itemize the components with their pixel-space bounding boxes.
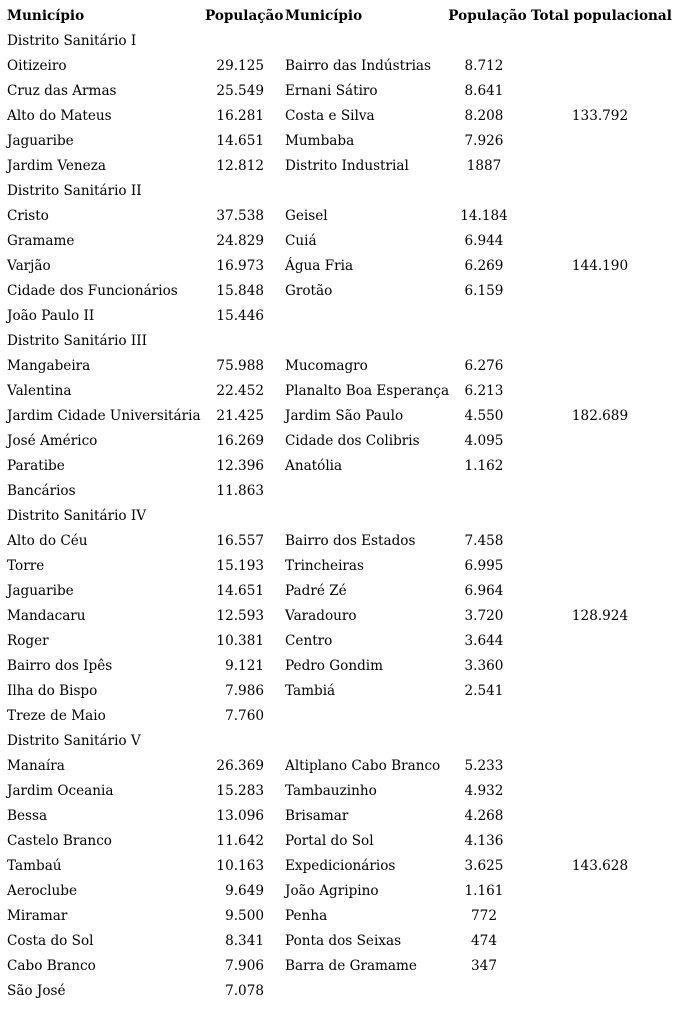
populacao-cell: 11.642	[216, 832, 264, 849]
municipio-cell: Cabo Branco	[7, 957, 96, 974]
table-row	[4, 429, 669, 454]
header-total-populacional: Total populacional	[531, 8, 672, 25]
district-row	[4, 504, 669, 529]
populacao-cell: 10.381	[216, 632, 264, 649]
table-row	[4, 104, 669, 129]
municipio-cell: Roger	[7, 632, 49, 649]
total-populacional-cell	[528, 804, 669, 829]
municipio-cell: Padré Zé	[285, 582, 347, 599]
municipio-cell: Jardim Veneza	[7, 157, 106, 174]
populacao-cell: 13.096	[216, 807, 264, 824]
municipio-cell: Cristo	[7, 207, 49, 224]
populacao-cell: 772	[471, 907, 497, 924]
municipio-cell: Tambaú	[7, 857, 62, 874]
municipio-cell: Cruz das Armas	[7, 82, 117, 99]
table-row	[4, 79, 669, 104]
populacao-cell: 347	[471, 957, 497, 974]
table-row	[4, 454, 669, 479]
populacao-cell: 6.995	[464, 557, 504, 574]
total-populacional-cell	[528, 229, 669, 254]
table-row	[4, 154, 669, 179]
total-populacional-cell	[528, 929, 669, 954]
populacao-cell: 8.712	[464, 57, 504, 74]
populacao-cell: 14.184	[460, 207, 508, 224]
populacao-cell	[444, 304, 528, 329]
table-row	[4, 304, 669, 329]
table-row	[4, 604, 669, 629]
municipio-cell	[282, 479, 444, 504]
total-populacional-cell	[528, 129, 669, 154]
district-row	[4, 329, 669, 354]
populacao-cell: 6.964	[464, 582, 504, 599]
populacao-cell: 4.095	[464, 432, 504, 449]
municipio-cell: Planalto Boa Esperança	[285, 382, 450, 399]
total-populacional-cell	[528, 979, 669, 1004]
total-populacional-cell	[528, 579, 669, 604]
table-row	[4, 54, 669, 79]
populacao-cell: 9.121	[225, 657, 264, 674]
municipio-cell: Bairro dos Estados	[285, 532, 416, 549]
header-row	[4, 5, 669, 29]
populacao-cell: 7.926	[464, 132, 504, 149]
municipio-cell: Brisamar	[285, 807, 349, 824]
table-row	[4, 279, 669, 304]
populacao-cell: 4.550	[464, 407, 504, 424]
populacao-cell: 16.269	[216, 432, 264, 449]
municipio-cell: Paratibe	[7, 457, 65, 474]
populacao-cell: 7.906	[225, 957, 264, 974]
municipio-cell: Bessa	[7, 807, 48, 824]
table-row	[4, 129, 669, 154]
table-row	[4, 354, 669, 379]
total-populacional-cell: 144.190	[571, 257, 629, 274]
populacao-cell: 75.988	[216, 357, 264, 374]
municipio-cell: Gramame	[7, 232, 75, 249]
municipio-cell: Portal do Sol	[285, 832, 374, 849]
municipio-cell: Varadouro	[285, 607, 357, 624]
municipio-cell: Bancários	[7, 482, 76, 499]
populacao-cell: 7.986	[225, 682, 264, 699]
populacao-cell	[444, 979, 528, 1004]
district-row	[4, 179, 669, 204]
table-row	[4, 754, 669, 779]
table-row	[4, 554, 669, 579]
table-row	[4, 929, 669, 954]
populacao-cell: 2.541	[464, 682, 504, 699]
municipio-cell: Costa do Sol	[7, 932, 94, 949]
table-row	[4, 804, 669, 829]
table-row	[4, 579, 669, 604]
populacao-cell: 8.208	[464, 107, 504, 124]
table-row	[4, 829, 669, 854]
district-name: Distrito Sanitário IV	[7, 507, 147, 524]
populacao-cell: 12.396	[216, 457, 264, 474]
municipio-cell: Centro	[285, 632, 333, 649]
municipio-cell: Distrito Industrial	[285, 157, 409, 174]
table-row	[4, 879, 669, 904]
populacao-cell: 474	[471, 932, 497, 949]
populacao-cell: 24.829	[216, 232, 264, 249]
populacao-cell: 16.281	[216, 107, 264, 124]
populacao-cell: 6.276	[464, 357, 504, 374]
municipio-cell: Altiplano Cabo Branco	[285, 757, 441, 774]
header-populacao-1: População	[205, 8, 284, 25]
district-name: Distrito Sanitário II	[7, 182, 142, 199]
populacao-cell: 5.233	[464, 757, 504, 774]
populacao-cell: 37.538	[216, 207, 264, 224]
municipio-cell: Pedro Gondim	[285, 657, 384, 674]
total-populacional-cell	[528, 429, 669, 454]
municipio-cell: Jaguaribe	[7, 582, 74, 599]
table-row	[4, 704, 669, 729]
populacao-cell: 16.973	[216, 257, 264, 274]
table-row	[4, 904, 669, 929]
municipio-cell: Anatólia	[285, 457, 343, 474]
municipio-cell: Jaguaribe	[7, 132, 74, 149]
municipio-cell: Bairro das Indústrias	[285, 57, 431, 74]
municipio-cell: Cuiá	[285, 232, 317, 249]
table-row	[4, 204, 669, 229]
table-row	[4, 679, 669, 704]
total-populacional-cell	[528, 479, 669, 504]
populacao-cell: 3.360	[464, 657, 504, 674]
populacao-cell: 3.625	[464, 857, 504, 874]
total-populacional-cell	[528, 154, 669, 179]
municipio-cell: Treze de Maio	[7, 707, 106, 724]
header-populacao-2: População	[448, 8, 527, 25]
table-row	[4, 979, 669, 1004]
populacao-cell: 15.283	[216, 782, 264, 799]
municipio-cell: Mangabeira	[7, 357, 91, 374]
total-populacional-cell	[528, 829, 669, 854]
municipio-cell: Trincheiras	[285, 557, 365, 574]
populacao-cell: 15.848	[216, 282, 264, 299]
municipio-cell: Oitizeiro	[7, 57, 67, 74]
district-name: Distrito Sanitário V	[7, 732, 141, 749]
municipio-cell: Mandacaru	[7, 607, 86, 624]
total-populacional-cell: 143.628	[571, 857, 629, 874]
municipio-cell: Geisel	[285, 207, 328, 224]
table-row	[4, 479, 669, 504]
table-row	[4, 954, 669, 979]
municipio-cell: José Américo	[7, 432, 98, 449]
municipio-cell: Alto do Mateus	[7, 107, 112, 124]
populacao-cell: 21.425	[216, 407, 264, 424]
total-populacional-cell	[528, 654, 669, 679]
municipio-cell: Tambiá	[285, 682, 336, 699]
municipio-cell: Expedicionários	[285, 857, 396, 874]
total-populacional-cell	[528, 54, 669, 79]
total-populacional-cell	[528, 554, 669, 579]
municipio-cell: Torre	[7, 557, 45, 574]
populacao-cell: 10.163	[216, 857, 264, 874]
total-populacional-cell	[528, 704, 669, 729]
populacao-cell: 9.649	[225, 882, 264, 899]
populacao-cell: 6.944	[464, 232, 504, 249]
header-municipio-2: Município	[285, 8, 363, 25]
municipio-cell: João Agripino	[285, 882, 379, 899]
municipio-cell: Ponta dos Seixas	[285, 932, 402, 949]
district-name: Distrito Sanitário I	[7, 32, 137, 49]
total-populacional-cell: 128.924	[571, 607, 629, 624]
municipio-cell: São José	[7, 982, 66, 999]
municipio-cell: Miramar	[7, 907, 68, 924]
populacao-cell: 29.125	[216, 57, 264, 74]
populacao-cell: 1887	[466, 157, 502, 174]
populacao-cell: 26.369	[216, 757, 264, 774]
populacao-cell: 4.268	[464, 807, 504, 824]
total-populacional-cell	[528, 779, 669, 804]
populacao-cell: 8.341	[225, 932, 264, 949]
municipio-cell: Costa e Silva	[285, 107, 375, 124]
populacao-cell	[444, 704, 528, 729]
total-populacional-cell	[528, 354, 669, 379]
population-table	[4, 5, 672, 1004]
municipio-cell: Jardim Oceania	[7, 782, 114, 799]
total-populacional-cell	[528, 904, 669, 929]
populacao-cell: 1.162	[464, 457, 504, 474]
populacao-cell: 6.269	[464, 257, 504, 274]
populacao-cell: 25.549	[216, 82, 264, 99]
populacao-cell: 15.446	[216, 307, 264, 324]
populacao-cell: 15.193	[216, 557, 264, 574]
municipio-cell: Aeroclube	[7, 882, 78, 899]
table-row	[4, 779, 669, 804]
municipio-cell: Manaíra	[7, 757, 65, 774]
table-row	[4, 529, 669, 554]
district-row	[4, 29, 669, 54]
table-row	[4, 379, 669, 404]
municipio-cell: Cidade dos Funcionários	[7, 282, 178, 299]
populacao-cell: 7.458	[464, 532, 504, 549]
populacao-cell: 9.500	[225, 907, 264, 924]
municipio-cell: Jardim São Paulo	[285, 407, 404, 424]
municipio-cell: Bairro dos Ipês	[7, 657, 113, 674]
total-populacional-cell: 182.689	[571, 407, 629, 424]
municipio-cell: Barra de Gramame	[285, 957, 417, 974]
total-populacional-cell	[528, 754, 669, 779]
municipio-cell: Jardim Cidade Universitária	[7, 407, 201, 424]
header-municipio-1: Município	[7, 8, 85, 25]
populacao-cell: 3.644	[464, 632, 504, 649]
populacao-cell: 14.651	[216, 582, 264, 599]
total-populacional-cell	[528, 204, 669, 229]
total-populacional-cell	[528, 629, 669, 654]
populacao-cell: 12.812	[216, 157, 264, 174]
populacao-cell	[444, 479, 528, 504]
populacao-cell: 16.557	[216, 532, 264, 549]
municipio-cell	[282, 704, 444, 729]
total-populacional-cell	[528, 454, 669, 479]
total-populacional-cell	[528, 954, 669, 979]
municipio-cell: Mumbaba	[285, 132, 355, 149]
populacao-cell: 14.651	[216, 132, 264, 149]
municipio-cell: Valentina	[7, 382, 72, 399]
municipio-cell: Cidade dos Colibris	[285, 432, 420, 449]
populacao-cell: 12.593	[216, 607, 264, 624]
municipio-cell: Ernani Sátiro	[285, 82, 378, 99]
table-row	[4, 629, 669, 654]
populacao-cell: 6.213	[464, 382, 504, 399]
municipio-cell: Alto do Céu	[7, 532, 88, 549]
populacao-cell: 22.452	[216, 382, 264, 399]
total-populacional-cell	[528, 279, 669, 304]
populacao-cell: 4.136	[464, 832, 504, 849]
municipio-cell: Grotão	[285, 282, 333, 299]
municipio-cell: Água Fria	[285, 257, 354, 274]
populacao-cell: 1.161	[464, 882, 504, 899]
table-row	[4, 404, 669, 429]
total-populacional-cell	[528, 379, 669, 404]
municipio-cell: Penha	[285, 907, 328, 924]
table-row	[4, 854, 669, 879]
municipio-cell: Varjão	[7, 257, 51, 274]
municipio-cell: Castelo Branco	[7, 832, 112, 849]
populacao-cell: 6.159	[464, 282, 504, 299]
municipio-cell	[282, 979, 444, 1004]
municipio-cell: João Paulo II	[7, 307, 95, 324]
total-populacional-cell	[528, 679, 669, 704]
total-populacional-cell	[528, 879, 669, 904]
populacao-cell: 7.078	[225, 982, 264, 999]
populacao-cell: 11.863	[216, 482, 264, 499]
total-populacional-cell	[528, 529, 669, 554]
municipio-cell	[282, 304, 444, 329]
municipio-cell: Tambauzinho	[285, 782, 377, 799]
total-populacional-cell	[528, 79, 669, 104]
total-populacional-cell	[528, 304, 669, 329]
populacao-cell: 4.932	[464, 782, 504, 799]
table-row	[4, 229, 669, 254]
populacao-cell: 3.720	[464, 607, 504, 624]
table-row	[4, 254, 669, 279]
municipio-cell: Ilha do Bispo	[7, 682, 98, 699]
table-row	[4, 654, 669, 679]
total-populacional-cell: 133.792	[571, 107, 629, 124]
district-name: Distrito Sanitário III	[7, 332, 148, 349]
populacao-cell: 7.760	[225, 707, 264, 724]
municipio-cell: Mucomagro	[285, 357, 368, 374]
populacao-cell: 8.641	[464, 82, 504, 99]
district-row	[4, 729, 669, 754]
